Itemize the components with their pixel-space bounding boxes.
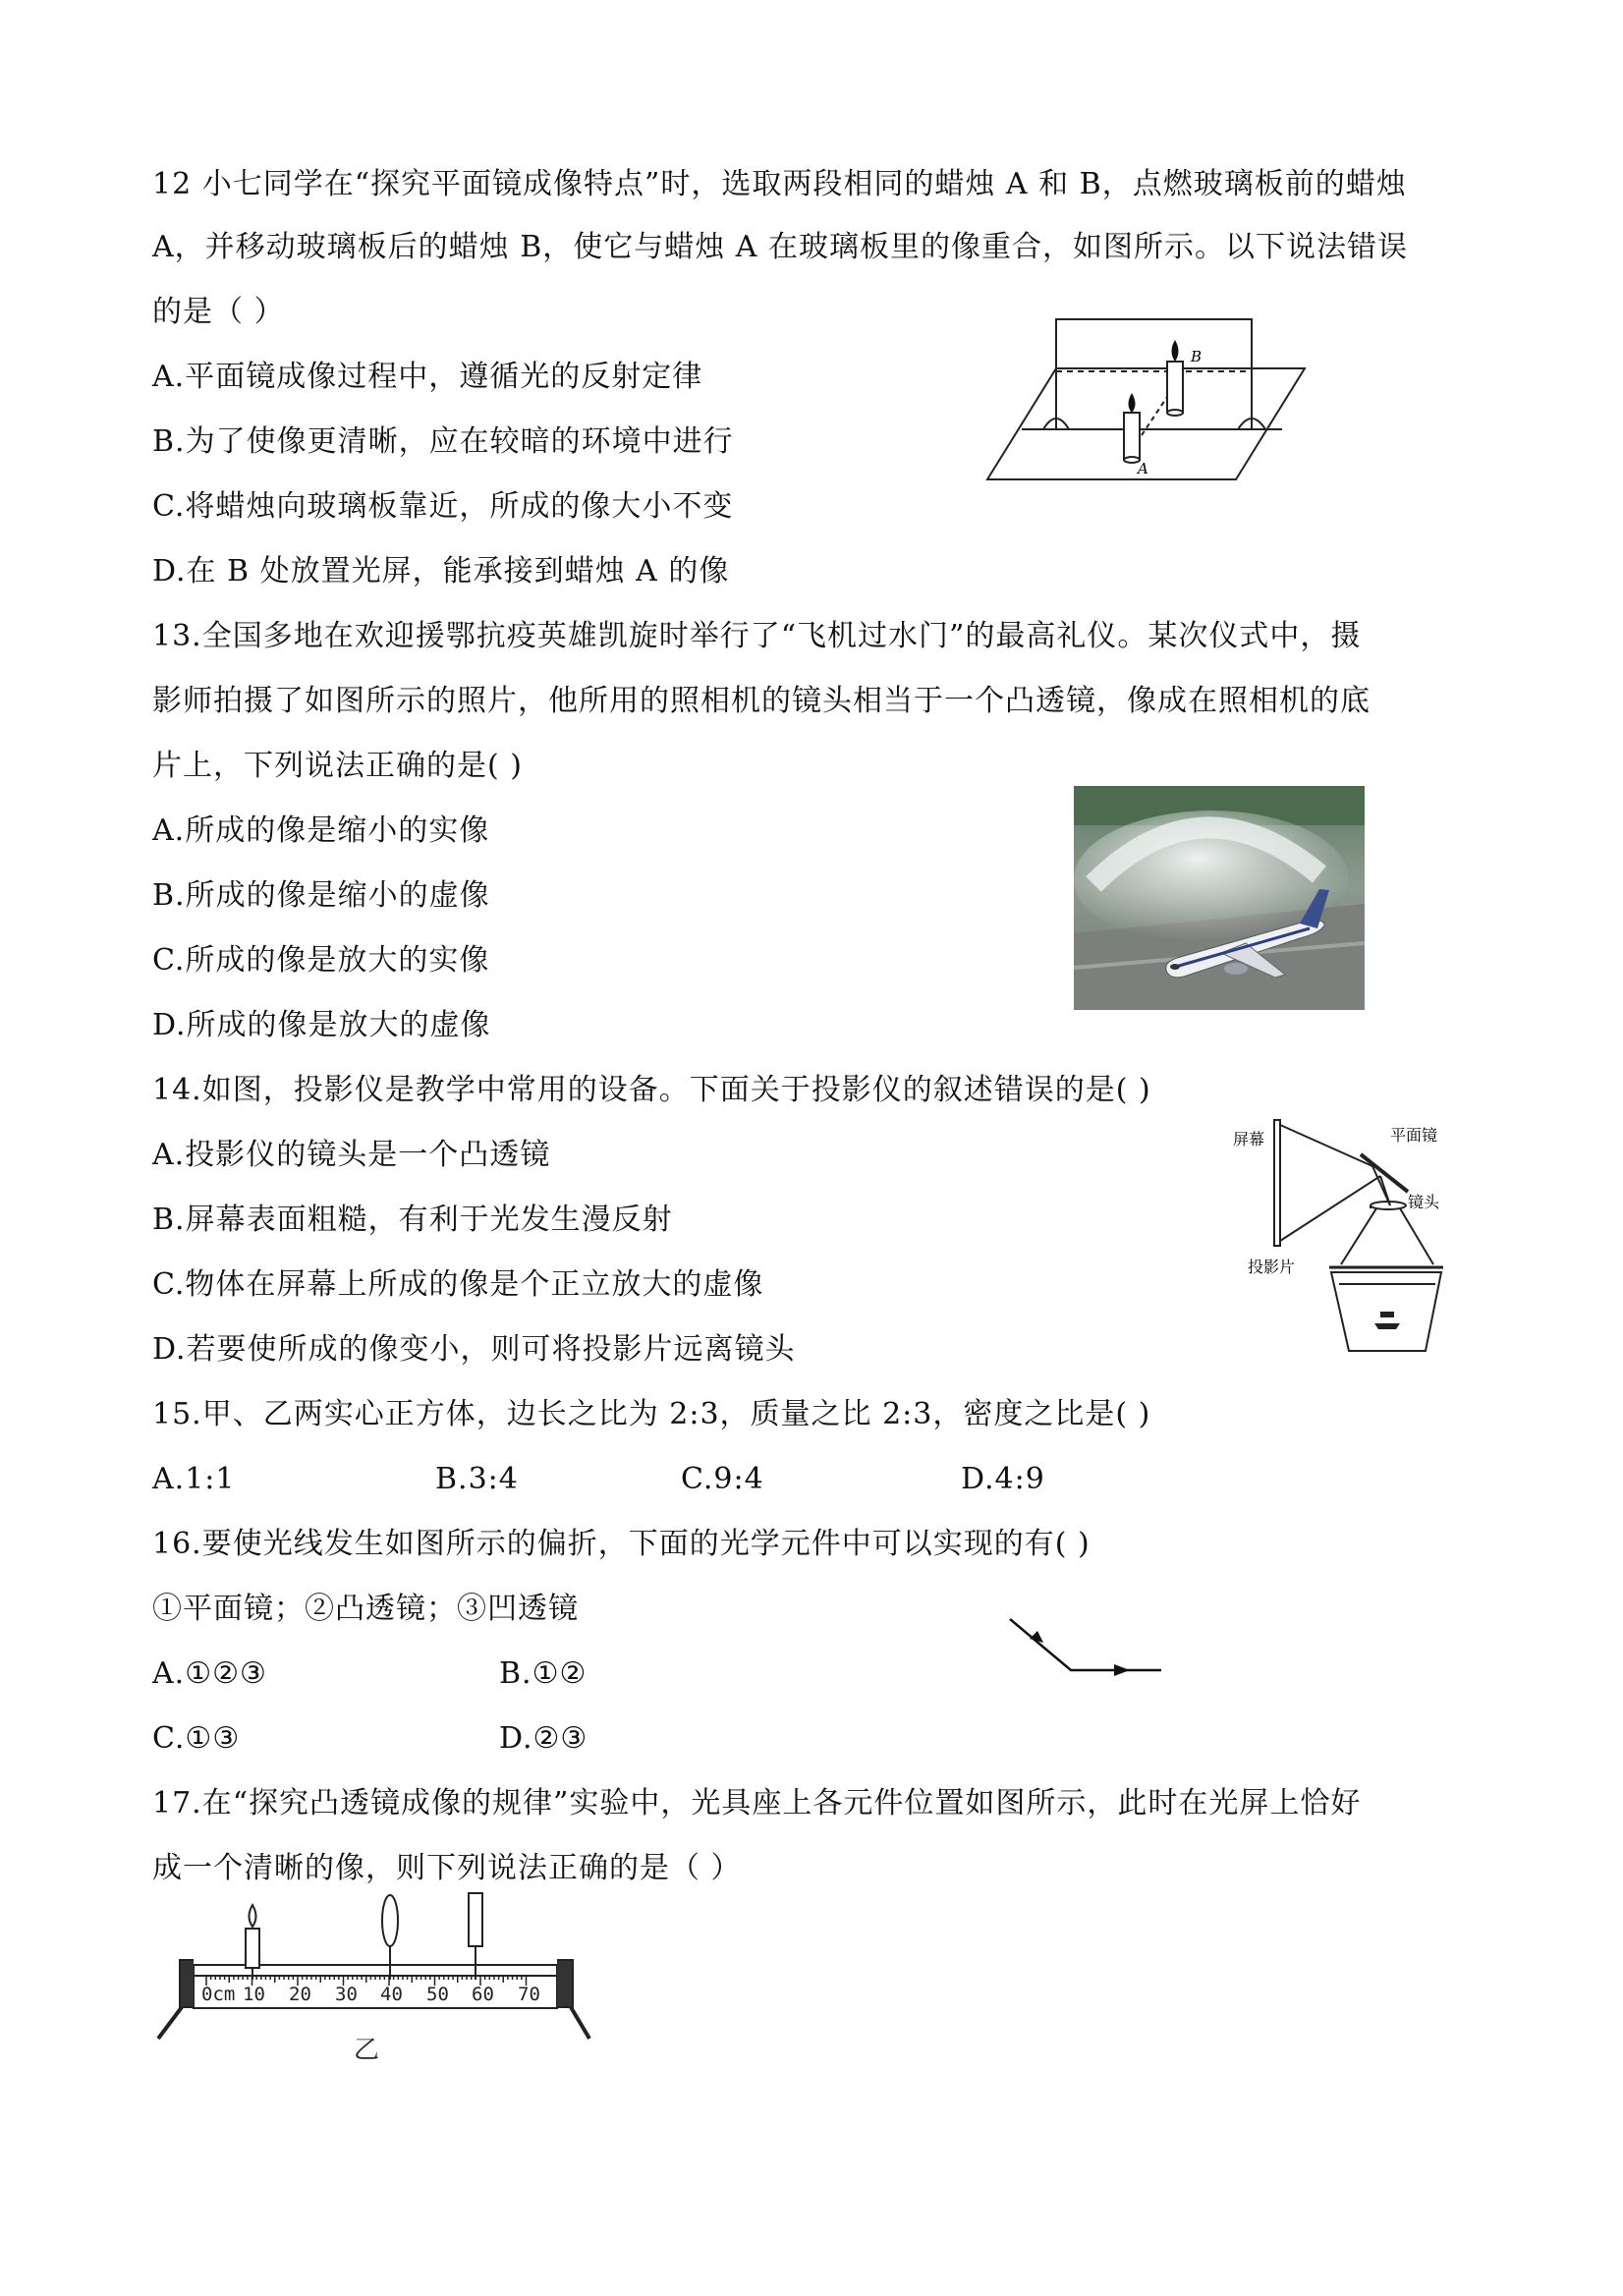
q13-stem-line1: 13.全国多地在欢迎援鄂抗疫英雄凯旋时举行了“飞机过水门”的最高礼仪。某次仪式中，摄 — [152, 619, 1362, 653]
q16-option-b: B.①② — [499, 1656, 588, 1691]
q13-option-c: C.所成的像是放大的实像 — [152, 943, 490, 978]
q16-items: ①平面镜；②凸透镜；③凹透镜 — [152, 1592, 579, 1626]
figure-caption: 乙 — [354, 2036, 380, 2065]
q13-stem-line2: 影师拍摄了如图所示的照片，他所用的照相机的镜头相当于一个凸透镜，像成在照相机的底 — [152, 684, 1371, 718]
q14-option-b: B.屏幕表面粗糙，有利于光发生漫反射 — [152, 1203, 673, 1237]
q15-option-b: B.3:4 — [435, 1462, 519, 1496]
q17-stem-line2: 成一个清晰的像，则下列说法正确的是（ ） — [152, 1851, 742, 1885]
q13-option-a: A.所成的像是缩小的实像 — [152, 813, 490, 848]
q16-stem: 16.要使光线发生如图所示的偏折，下面的光学元件中可以实现的有( ) — [152, 1527, 1091, 1561]
q16-option-c: C.①③ — [152, 1721, 241, 1756]
tick-70: 70 — [518, 1984, 540, 2005]
q17-stem-line1: 17.在“探究凸透镜成像的规律”实验中，光具座上各元件位置如图所示，此时在光屏上恰好 — [152, 1786, 1362, 1820]
q12-option-a: A.平面镜成像过程中，遵循光的反射定律 — [152, 360, 703, 394]
q12-stem-line3: 的是（ ） — [152, 295, 285, 329]
candle-a-label: A — [1138, 460, 1148, 477]
q15-option-d: D.4:9 — [961, 1462, 1045, 1496]
projector-diagram — [1233, 1115, 1449, 1356]
light-deflection-figure — [1002, 1611, 1169, 1680]
tick-20: 20 — [289, 1984, 311, 2005]
q12-stem-line1: 12 小七同学在“探究平面镜成像特点”时，选取两段相同的蜡烛 A 和 B，点燃玻璃板前的蜡烛 — [152, 167, 1407, 201]
q13-option-b: B.所成的像是缩小的虚像 — [152, 878, 490, 913]
q14-option-c: C.物体在屏幕上所成的像是个正立放大的虚像 — [152, 1267, 764, 1302]
q15-option-a: A.1:1 — [152, 1462, 236, 1496]
q12-mirror-candle-figure — [982, 314, 1316, 486]
q12-option-c: C.将蜡烛向玻璃板靠近，所成的像大小不变 — [152, 489, 734, 524]
q13-stem-line3: 片上，下列说法正确的是( ) — [152, 749, 523, 783]
q14-stem: 14.如图，投影仪是教学中常用的设备。下面关于投影仪的叙述错误的是( ) — [152, 1073, 1151, 1107]
tick-30: 30 — [335, 1984, 358, 2005]
airplane-water-salute-photo — [1074, 786, 1365, 1010]
tick-50: 50 — [426, 1984, 449, 2005]
q12-option-b: B.为了使像更清晰，应在较暗的环境中进行 — [152, 424, 734, 459]
q12-stem-line2: A，并移动玻璃板后的蜡烛 B，使它与蜡烛 A 在玻璃板里的像重合，如图所示。以下说法错误 — [152, 230, 1408, 264]
screen-label: 屏幕 — [1233, 1130, 1265, 1148]
q14-option-a: A.投影仪的镜头是一个凸透镜 — [152, 1138, 551, 1172]
q13-option-d: D.所成的像是放大的虚像 — [152, 1008, 491, 1042]
mirror-label: 平面镜 — [1390, 1126, 1438, 1145]
q16-option-a: A.①②③ — [152, 1656, 267, 1691]
tick-0cm: 0cm — [201, 1984, 236, 2005]
slide-label: 投影片 — [1248, 1258, 1296, 1276]
tick-10: 10 — [243, 1984, 265, 2005]
q16-option-d: D.②③ — [499, 1721, 588, 1756]
tick-60: 60 — [472, 1984, 494, 2005]
q15-option-c: C.9:4 — [681, 1462, 764, 1496]
q14-option-d: D.若要使所成的像变小，则可将投影片远离镜头 — [152, 1332, 796, 1367]
optical-bench-figure — [152, 1891, 604, 2068]
candle-b-label: B — [1191, 348, 1203, 365]
lens-label: 镜头 — [1408, 1193, 1440, 1211]
q12-option-d: D.在 B 处放置光屏，能承接到蜡烛 A 的像 — [152, 554, 730, 588]
q15-stem: 15.甲、乙两实心正方体，边长之比为 2:3，质量之比 2:3，密度之比是( ) — [152, 1397, 1151, 1431]
tick-40: 40 — [380, 1984, 403, 2005]
